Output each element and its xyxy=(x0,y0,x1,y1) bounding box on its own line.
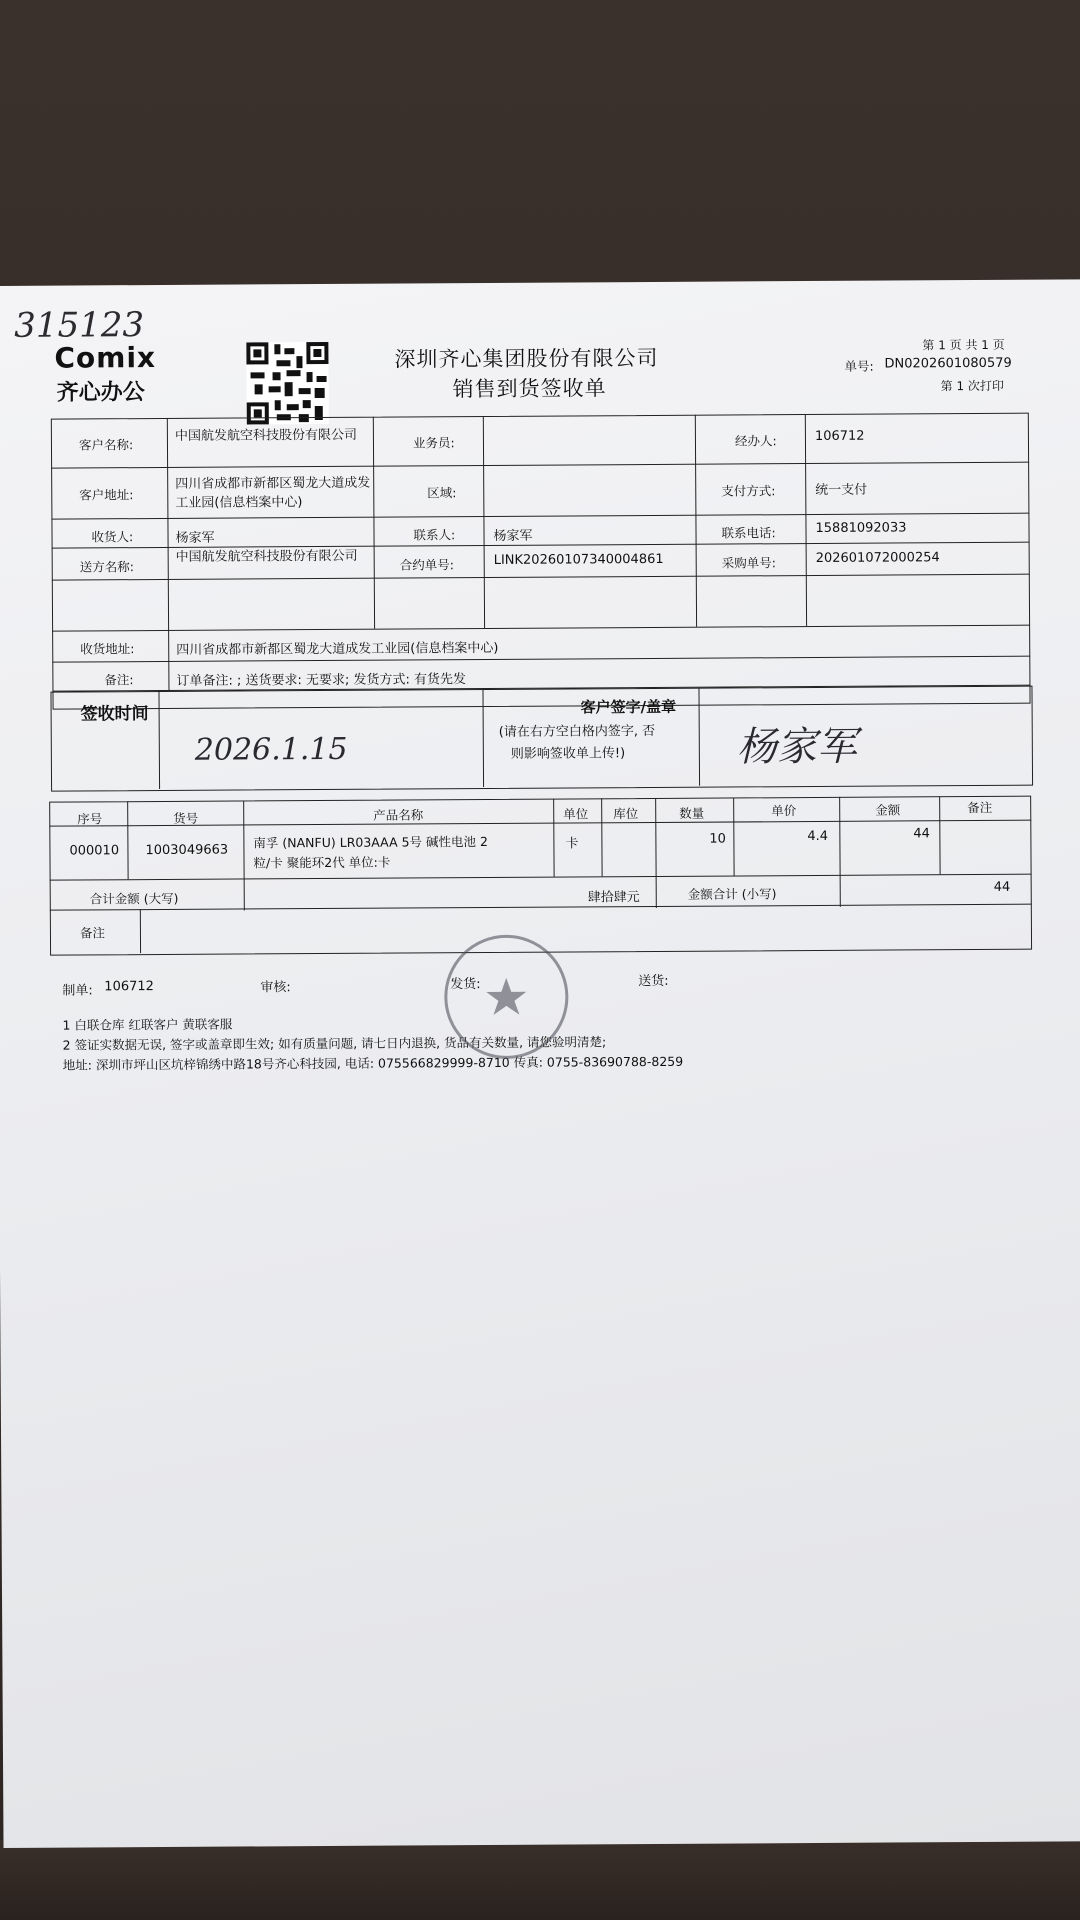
phone-value: 15881092033 xyxy=(815,520,907,536)
customer-sign-note-1: (请在右方空白格内签字, 否 xyxy=(498,723,656,740)
contract-label: 合约单号: xyxy=(399,557,454,573)
receiver-value: 杨家军 xyxy=(175,530,215,546)
phone-label: 联系电话: xyxy=(721,525,776,541)
remark-label: 备注: xyxy=(104,672,134,688)
delivery-receipt-paper xyxy=(0,279,1080,1848)
maker-label: 制单: xyxy=(62,983,93,999)
sign-time-label: 签收时间 xyxy=(80,704,149,725)
customer-sign-note-2: 则影响签收单上传!) xyxy=(510,746,626,762)
sender-label: 发货: xyxy=(450,977,481,993)
footer-address: 地址: 深圳市坪山区坑梓锦绣中路18号齐心科技园, 电话: 075566829999-8710 传真: 0755-83690788-8259 xyxy=(62,1053,684,1073)
remark-value: 订单备注: ; 送货要求: 无要求; 发货方式: 有货先发 xyxy=(176,672,467,689)
total-cn-label: 合计金额 (大写) xyxy=(89,890,179,907)
page-info: 第 1 页 共 1 页 xyxy=(922,337,1005,353)
item-unit: 卡 xyxy=(565,836,579,852)
logo-chinese: 齐心办公 xyxy=(56,380,145,406)
col-header-note: 备注 xyxy=(967,799,993,816)
customer-address: 四川省成都市新都区蜀龙大道成发工业园(信息档案中心) xyxy=(175,475,371,511)
document-title: 销售到货签收单 xyxy=(452,376,607,402)
handler-label: 经办人: xyxy=(734,433,777,449)
handler-value: 106712 xyxy=(814,428,865,444)
contract-value: LINK20260107340004861 xyxy=(493,551,664,568)
col-header-amount: 金额 xyxy=(875,802,901,818)
desk-background xyxy=(0,1840,1080,1920)
col-header-code: 货号 xyxy=(173,810,199,826)
payment-label: 支付方式: xyxy=(721,483,776,499)
qr-code-icon xyxy=(246,342,328,424)
company-stamp xyxy=(444,935,569,1060)
region-label: 区域: xyxy=(427,485,457,501)
ship-to-value: 中国航发航空科技股份有限公司 xyxy=(175,548,358,565)
handwritten-sign-date: 2026.1.15 xyxy=(194,731,348,768)
doc-number: DN0202601080579 xyxy=(884,355,1012,372)
purchase-label: 采购单号: xyxy=(721,555,776,571)
item-name-line-1: 南孚 (NANFU) LR03AAA 5号 碱性电池 2 xyxy=(253,833,488,851)
customer-address-label: 客户地址: xyxy=(79,487,134,503)
item-code: 1003049663 xyxy=(145,842,229,859)
items-remark-label: 备注 xyxy=(79,925,106,941)
customer-name-label: 客户名称: xyxy=(78,437,134,453)
payment-value: 统一支付 xyxy=(815,482,868,498)
deliverer-label: 送货: xyxy=(638,973,669,990)
footer-note-1: 1 白联仓库 红联客户 黄联客服 xyxy=(62,1016,233,1033)
col-header-price: 单价 xyxy=(771,803,797,819)
maker-value: 106712 xyxy=(104,979,154,995)
total-num-value: 44 xyxy=(993,879,1011,895)
company-title: 深圳齐心集团股份有限公司 xyxy=(394,345,659,372)
col-header-seq: 序号 xyxy=(77,811,103,827)
print-count: 第 1 次打印 xyxy=(940,378,1004,394)
col-header-name: 产品名称 xyxy=(373,807,424,823)
ship-to-label: 送方名称: xyxy=(79,559,134,575)
col-header-location: 库位 xyxy=(613,806,639,822)
contact-value: 杨家军 xyxy=(493,528,533,544)
customer-name: 中国航发航空科技股份有限公司 xyxy=(174,427,357,444)
item-qty: 10 xyxy=(709,831,726,847)
delivery-address-label: 收货地址: xyxy=(80,641,135,657)
footer-note-2: 2 签证实数据无误, 签字或盖章即生效; 如有质量问题, 请七日内退换, 货品有关数量, 请您验明清楚; xyxy=(62,1034,607,1053)
customer-sign-label: 客户签字/盖章 xyxy=(580,697,677,717)
comix-logo: Comix xyxy=(54,341,157,375)
total-num-label: 金额合计 (小写) xyxy=(687,886,777,902)
item-seq: 000010 xyxy=(69,843,120,859)
total-cn-value: 肆拾肆元 xyxy=(587,890,640,906)
receiver-label: 收货人: xyxy=(91,529,134,545)
delivery-address: 四川省成都市新都区蜀龙大道成发工业园(信息档案中心) xyxy=(176,640,499,658)
customer-signature: 杨家军 xyxy=(736,723,857,771)
item-amount: 44 xyxy=(913,826,930,842)
reviewer-label: 审核: xyxy=(260,980,291,996)
handwritten-number: 315123 xyxy=(14,305,145,346)
purchase-value: 202601072000254 xyxy=(815,550,940,566)
col-header-qty: 数量 xyxy=(679,805,705,821)
item-name-line-2: 粒/卡 聚能环2代 单位:卡 xyxy=(253,854,391,871)
col-header-unit: 单位 xyxy=(563,806,589,822)
contact-label: 联系人: xyxy=(413,527,456,543)
stamp-star-icon xyxy=(447,938,566,1057)
item-price: 4.4 xyxy=(807,828,829,845)
salesman-label: 业务员: xyxy=(412,435,455,451)
doc-no-label: 单号: xyxy=(844,358,874,374)
